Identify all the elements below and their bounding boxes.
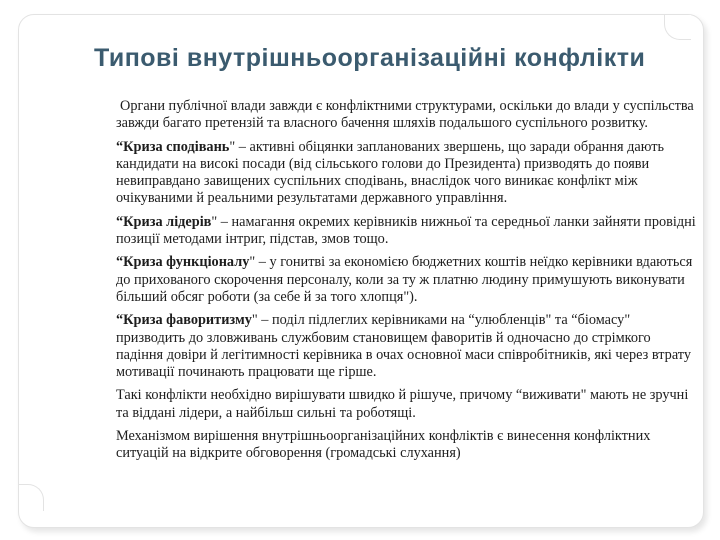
paragraph-intro: [116, 98, 696, 133]
frame-corner-bottom-left: [19, 484, 44, 511]
slide-body: [116, 98, 696, 469]
paragraph-text: " – намагання окремих керівників нижньої та середньої ланки зайняти провідні позиції методами інтриг, підстав, змов тощо.: [116, 213, 696, 248]
slide-title: Типові внутрішньоорганізаційні конфлікти: [94, 44, 646, 72]
paragraph-text: Механізмом вирішення внутрішньоорганізаційних конфліктів є винесення конфліктних ситуацій на відкрите обговорення (громадські слухання): [116, 428, 651, 462]
frame-corner-top-right: [664, 15, 691, 40]
paragraph-lead: “Криза сподівань: [116, 138, 230, 155]
paragraph-lead: “Криза лідерів: [116, 213, 212, 230]
paragraph-text: " – активні обіцянки запланованих звершень, що заради обрання дають кандидати на високі посади (від сільського голови до Президента) призводять до появи невиправдано завищених суспільних сподівань, внаслідок чого виникає конфлікт між очікуваними й реальними результатами державного управління.: [116, 138, 665, 207]
paragraph-crisis-expectations: [116, 139, 696, 208]
paragraph-text: Органи публічної влади завжди є конфліктними структурами, оскільки до влади у суспільства завжди багато претензій та власного бачення шляхів подальшого суспільного розвитку.: [116, 98, 694, 132]
paragraph-text: Такі конфлікти необхідно вирішувати швидко й рішуче, причому “виживати" мають не зручні та віддані лідери, а найбільш сильні та роботящі.: [116, 387, 689, 421]
paragraph-lead: “Криза фаворитизму: [116, 312, 252, 329]
paragraph-text: " – у гонитві за економією бюджетних коштів неїдко керівники вдаються до прихованого скорочення персоналу, коли за ту ж платню людину примушують виконувати більший обсяг роботи (за себе й за того хлопця").: [116, 254, 693, 305]
paragraph-resolution-approach: [116, 387, 696, 422]
paragraph-resolution-mechanism: [116, 428, 696, 463]
paragraph-text: " – поділ підлеглих керівниками на “улюбленців" та “біомасу" призводить до зловживань службовим становищем фаворитів й одночасно до стрімкого падіння довіри й легітимності керівника в очах основної маси співробітників, які через втрату мотивації починають працювати ще гірше.: [116, 312, 692, 381]
paragraph-crisis-favoritism: [116, 312, 696, 381]
paragraph-lead: “Криза функціоналу: [116, 254, 250, 271]
paragraph-crisis-leaders: [116, 214, 696, 249]
paragraph-crisis-functional: [116, 254, 696, 306]
